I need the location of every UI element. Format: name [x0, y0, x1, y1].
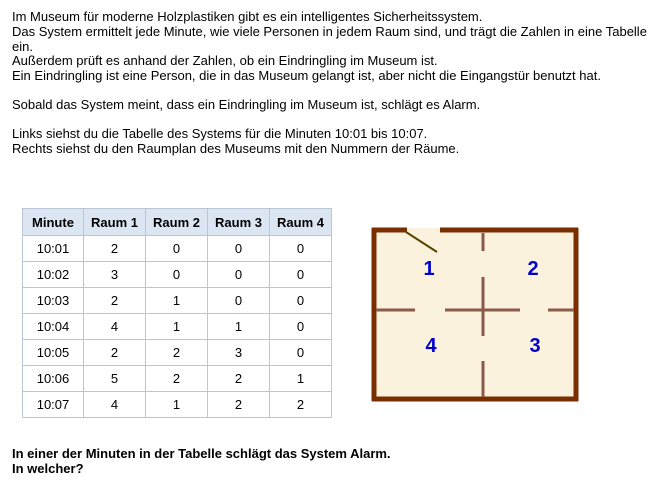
cell-minute: 10:02	[23, 262, 84, 288]
table-row	[23, 236, 332, 262]
left-line: Links siehst du die Tabelle des Systems für die Minuten 10:01 bis 10:07.	[12, 125, 428, 141]
header-raum-2: Raum 2	[146, 209, 208, 236]
table-row	[23, 314, 332, 340]
cell-minute: 10:03	[23, 288, 84, 314]
cell-raum-2: 2	[146, 366, 208, 392]
cell-raum-3: 0	[208, 236, 270, 262]
room-label-3: 3	[529, 335, 541, 357]
cell-raum-3: 0	[208, 288, 270, 314]
cell-raum-1: 3	[84, 262, 146, 288]
cell-minute: 10:04	[23, 314, 84, 340]
cell-raum-2: 1	[146, 288, 208, 314]
cell-raum-1: 2	[84, 288, 146, 314]
room-count-table	[22, 208, 332, 418]
cell-raum-2: 2	[146, 340, 208, 366]
museum-floor-plan	[370, 225, 582, 405]
table-row	[23, 288, 332, 314]
room-label-1: 1	[423, 258, 435, 280]
intro-line-2: Das System ermittelt jede Minute, wie viele Personen in jedem Raum sind, und trägt die Zahlen in eine Tabelle ein.	[12, 23, 647, 54]
cell-raum-3: 2	[208, 366, 270, 392]
cell-minute: 10:07	[23, 392, 84, 418]
cell-raum-4: 0	[270, 262, 332, 288]
intro-text	[12, 10, 664, 156]
intro-line-1: Im Museum für moderne Holzplastiken gibt es ein intelligentes Sicherheitssystem.	[12, 9, 483, 24]
header-raum-1: Raum 1	[84, 209, 146, 236]
right-line: Rechts siehst du den Raumplan des Museums mit den Nummern der Räume.	[12, 140, 460, 156]
header-raum-3: Raum 3	[208, 209, 270, 236]
table-row	[23, 392, 332, 418]
table-header-row	[23, 209, 332, 236]
question-line-1: In einer der Minuten in der Tabelle schlägt das System Alarm.	[12, 446, 391, 461]
cell-raum-1: 4	[84, 392, 146, 418]
cell-raum-4: 0	[270, 340, 332, 366]
cell-raum-3: 3	[208, 340, 270, 366]
cell-raum-4: 0	[270, 236, 332, 262]
cell-raum-3: 2	[208, 392, 270, 418]
table-row	[23, 366, 332, 392]
table-row	[23, 262, 332, 288]
intro-line-3: Außerdem prüft es anhand der Zahlen, ob ein Eindringling im Museum ist.	[12, 53, 438, 69]
header-raum-4: Raum 4	[270, 209, 332, 236]
room-label-4: 4	[425, 335, 437, 357]
table-row	[23, 340, 332, 366]
cell-raum-1: 2	[84, 236, 146, 262]
cell-raum-4: 2	[270, 392, 332, 418]
cell-raum-2: 1	[146, 314, 208, 340]
cell-minute: 10:01	[23, 236, 84, 262]
header-minute: Minute	[23, 209, 84, 236]
cell-minute: 10:05	[23, 340, 84, 366]
cell-raum-1: 4	[84, 314, 146, 340]
cell-minute: 10:06	[23, 366, 84, 392]
cell-raum-3: 0	[208, 262, 270, 288]
question	[12, 446, 391, 476]
room-label-2: 2	[527, 258, 539, 280]
cell-raum-3: 1	[208, 314, 270, 340]
cell-raum-1: 5	[84, 366, 146, 392]
cell-raum-2: 1	[146, 392, 208, 418]
cell-raum-2: 0	[146, 262, 208, 288]
cell-raum-4: 1	[270, 366, 332, 392]
intro-line-4: Ein Eindringling ist eine Person, die in das Museum gelangt ist, aber nicht die Eingangstür benutzt hat.	[12, 68, 601, 84]
alarm-line: Sobald das System meint, dass ein Eindringling im Museum ist, schlägt es Alarm.	[12, 96, 481, 112]
plan-floor	[372, 228, 578, 399]
question-line-2: In welcher?	[12, 461, 84, 476]
cell-raum-4: 0	[270, 288, 332, 314]
cell-raum-4: 0	[270, 314, 332, 340]
cell-raum-2: 0	[146, 236, 208, 262]
cell-raum-1: 2	[84, 340, 146, 366]
